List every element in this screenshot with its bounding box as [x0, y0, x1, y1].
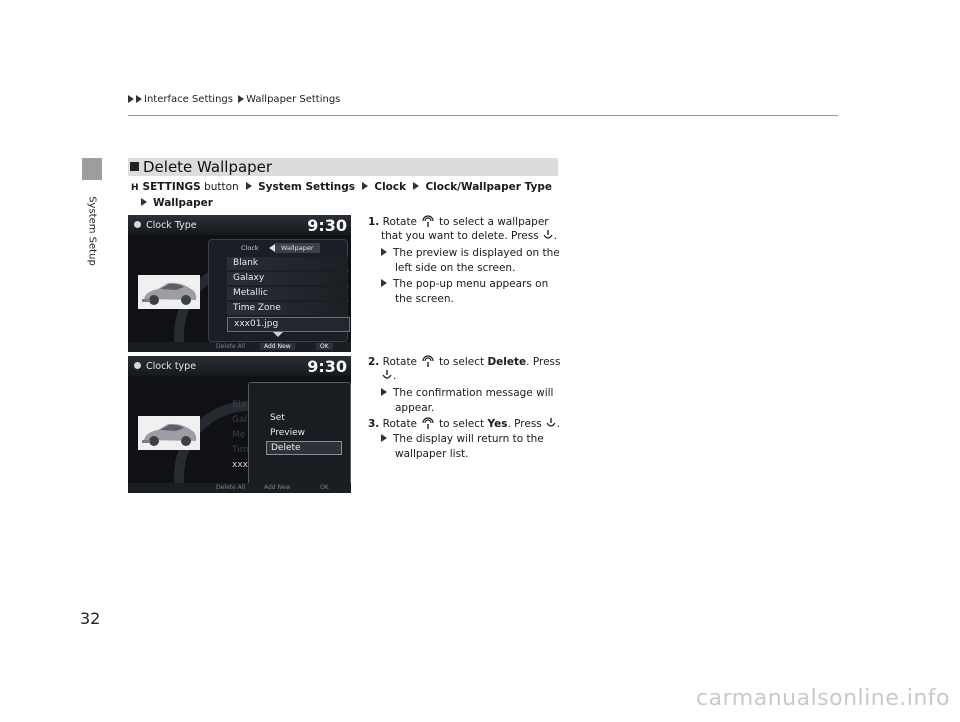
- wallpaper-preview: [138, 416, 200, 450]
- list-item[interactable]: Galaxy: [227, 272, 348, 285]
- arrow-icon: [246, 182, 252, 190]
- wallpaper-preview: [138, 275, 200, 309]
- dimmed-item: Me: [232, 430, 246, 440]
- dimmed-item: Bla: [232, 400, 247, 410]
- press-knob-icon: [545, 418, 557, 435]
- scroll-down-icon: [273, 332, 283, 337]
- tab-wallpaper[interactable]: Wallpaper: [275, 243, 320, 253]
- home-icon: H: [131, 183, 139, 193]
- arrow-icon: [381, 279, 387, 287]
- add-new-button[interactable]: Add New: [264, 484, 291, 491]
- arrow-icon: [381, 434, 387, 442]
- page-number: 32: [80, 609, 101, 628]
- arrow-icon: [362, 182, 368, 190]
- delete-all-button[interactable]: Delete All: [216, 343, 246, 350]
- step-3: 3. Rotate to select Yes. Press .: [368, 416, 560, 435]
- add-new-button[interactable]: Add New: [260, 343, 295, 350]
- breadcrumb-item: Wallpaper Settings: [246, 94, 341, 105]
- step-2: 2. Rotate to select Delete. Press: [368, 354, 560, 373]
- dimmed-item: Gal: [232, 415, 247, 425]
- header-rule: [128, 115, 838, 116]
- chapter-label: System Setup: [86, 196, 98, 266]
- arrow-icon: [381, 388, 387, 396]
- list-item[interactable]: Time Zone: [227, 302, 348, 315]
- screenshot-popup-menu: Clock type 9:30 Bla Gal Me Tim xxx Set Preview Delete Delete All Add New OK: [128, 356, 351, 493]
- breadcrumb: [128, 94, 340, 105]
- arrow-icon: [413, 182, 419, 190]
- press-knob-icon: [542, 230, 554, 247]
- dimmed-item: xxx: [232, 460, 248, 470]
- tab-clock[interactable]: Clock: [241, 244, 259, 252]
- popup-menu: [248, 382, 351, 491]
- menu-item-set[interactable]: Set: [270, 413, 285, 423]
- breadcrumb-item: Interface Settings: [144, 94, 233, 105]
- menu-path: H SETTINGS button System Settings Clock Clock/Wallpaper Type Wallpaper: [131, 181, 552, 209]
- dimmed-item: Tim: [232, 445, 249, 455]
- square-bullet-icon: [130, 162, 139, 171]
- chapter-tab: [82, 158, 102, 180]
- section-heading: [128, 158, 558, 176]
- step-1: 1. Rotate to select a wallpaper: [368, 214, 568, 233]
- list-item-selected[interactable]: xxx01.jpg: [227, 317, 350, 332]
- triangle-icon: [136, 95, 142, 103]
- clock-time: 9:30: [307, 357, 347, 376]
- press-knob-icon: [381, 370, 393, 387]
- rotate-knob-icon: [421, 354, 435, 373]
- section-title: Delete Wallpaper: [143, 158, 273, 176]
- back-icon: [134, 221, 141, 228]
- clock-time: 9:30: [307, 216, 347, 235]
- ok-button[interactable]: OK: [320, 484, 329, 491]
- menu-item-delete[interactable]: Delete: [266, 441, 342, 455]
- back-icon: [134, 362, 141, 369]
- list-item[interactable]: Blank: [227, 257, 348, 270]
- arrow-icon: [381, 248, 387, 256]
- screenshot-wallpaper-list: Clock Type 9:30 Clock Wallpaper Blank Galaxy Metallic Time Zone xxx01.jpg Delete All Add New OK: [128, 215, 351, 352]
- triangle-icon: [238, 95, 244, 103]
- watermark: carmanualsonline.info: [696, 686, 950, 711]
- arrow-icon: [141, 198, 147, 206]
- list-item[interactable]: Metallic: [227, 287, 348, 300]
- menu-item-preview[interactable]: Preview: [270, 428, 306, 438]
- triangle-icon: [128, 95, 134, 103]
- ok-button[interactable]: OK: [316, 343, 333, 350]
- delete-all-button[interactable]: Delete All: [216, 484, 246, 491]
- wallpaper-menu: [208, 239, 348, 342]
